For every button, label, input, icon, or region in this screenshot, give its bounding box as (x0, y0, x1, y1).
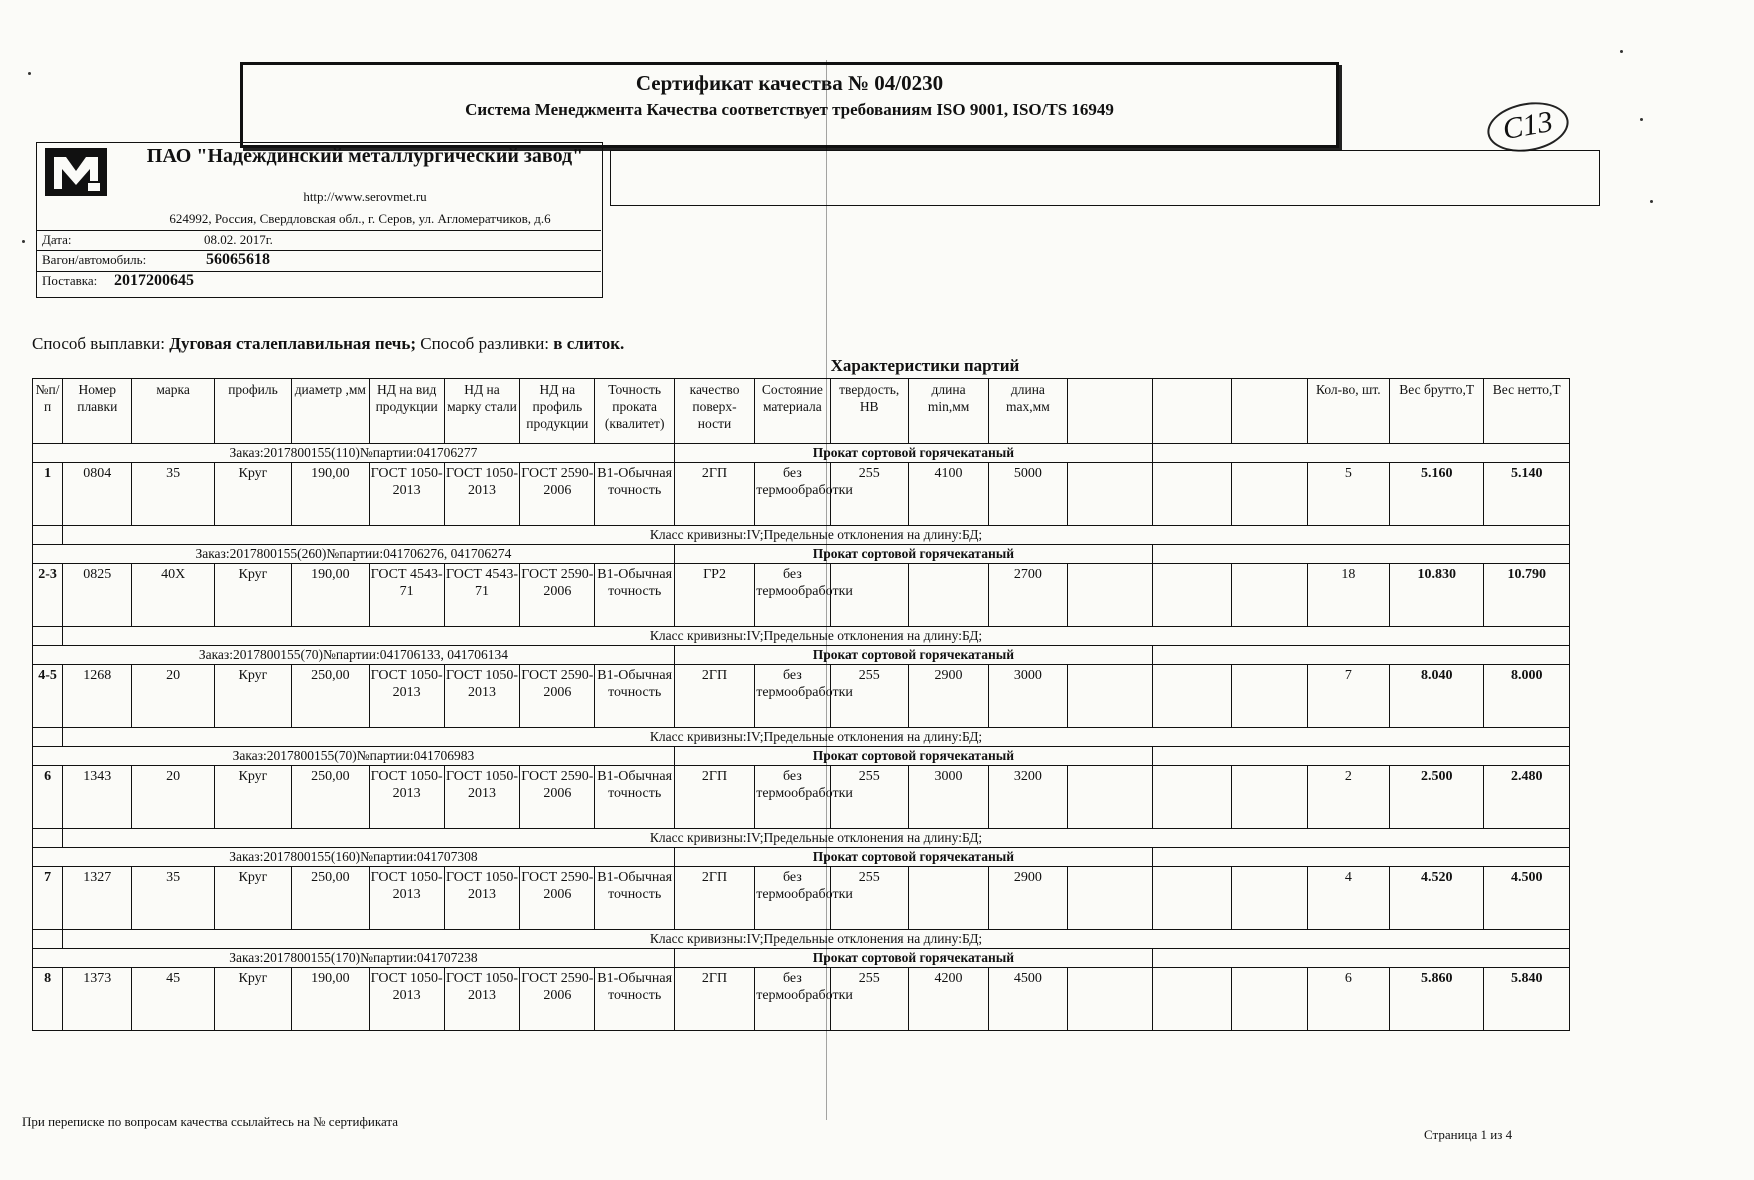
lot-len-max-cell: 2900 (989, 867, 1067, 930)
lot-heat-cell: 1373 (63, 968, 132, 1031)
lot-hardness-cell: 255 (830, 463, 908, 526)
lot-grade-cell: 40Х (132, 564, 214, 627)
product-name: Прокат сортовой горячекатаный (674, 444, 1152, 463)
lot-surface-cell: 2ГП (674, 867, 754, 930)
empty-cell (1152, 463, 1231, 526)
header-cell (1152, 379, 1231, 444)
lot-net-cell: 2.480 (1484, 766, 1570, 829)
company-name: ПАО "Надеждинский металлургический завод" (146, 145, 584, 167)
lot-profile-cell: Круг (214, 867, 291, 930)
lot-nd-product-cell: ГОСТ 1050-2013 (369, 867, 444, 930)
lot-nd-product-cell: ГОСТ 1050-2013 (369, 463, 444, 526)
order-empty-cell (1152, 646, 1569, 665)
lot-no-cell: 6 (33, 766, 63, 829)
lot-len-min-cell: 4100 (908, 463, 988, 526)
class-empty-cell (33, 627, 63, 646)
lot-accuracy-cell: В1-Обычная точность (595, 766, 674, 829)
lot-len-max-cell: 3200 (989, 766, 1067, 829)
header-cell: Номер плавки (63, 379, 132, 444)
lot-no-cell: 7 (33, 867, 63, 930)
lot-len-max-cell: 5000 (989, 463, 1067, 526)
lot-accuracy-cell: В1-Обычная точность (595, 665, 674, 728)
lot-row (33, 463, 1570, 526)
table-title: Характеристики партий (830, 356, 1020, 375)
lot-net-cell: 8.000 (1484, 665, 1570, 728)
lot-nd-profile-cell: ГОСТ 2590-2006 (520, 867, 595, 930)
lot-hardness-cell: 255 (830, 766, 908, 829)
header-cell: длина min,мм (908, 379, 988, 444)
lot-hardness-cell: 255 (830, 665, 908, 728)
lot-gross-cell: 8.040 (1390, 665, 1484, 728)
lot-qty-cell: 5 (1307, 463, 1389, 526)
scan-speck (1650, 200, 1653, 203)
lot-net-cell: 10.790 (1484, 564, 1570, 627)
lot-accuracy-cell: В1-Обычная точность (595, 968, 674, 1031)
lot-surface-cell: 2ГП (674, 665, 754, 728)
lot-row (33, 867, 1570, 930)
lot-nd-grade-cell: ГОСТ 1050-2013 (444, 968, 519, 1031)
header-cell: твердость, НВ (830, 379, 908, 444)
lot-net-cell: 5.140 (1484, 463, 1570, 526)
order-empty-cell (1152, 545, 1569, 564)
lot-gross-cell: 2.500 (1390, 766, 1484, 829)
lot-state-cell: без термообработки (755, 766, 830, 829)
product-name: Прокат сортовой горячекатаный (674, 848, 1152, 867)
class-empty-cell (33, 526, 63, 545)
class-empty-cell (33, 728, 63, 747)
scan-speck (1640, 118, 1643, 121)
lot-row (33, 665, 1570, 728)
lot-gross-cell: 10.830 (1390, 564, 1484, 627)
empty-cell (1232, 766, 1307, 829)
order-row (33, 646, 1570, 665)
empty-cell (1152, 867, 1231, 930)
order-empty-cell (1152, 747, 1569, 766)
product-name: Прокат сортовой горячекатаный (674, 646, 1152, 665)
product-name: Прокат сортовой горячекатаный (674, 747, 1152, 766)
order-empty-cell (1152, 949, 1569, 968)
empty-cell (1152, 766, 1231, 829)
class-info: Класс кривизны:IV;Предельные отклонения на длину:БД; (63, 627, 1570, 646)
order-info: Заказ:2017800155(110)№партии:041706277 (33, 444, 675, 463)
header-cell: Кол-во, шт. (1307, 379, 1389, 444)
lot-nd-profile-cell: ГОСТ 2590-2006 (520, 766, 595, 829)
class-empty-cell (33, 930, 63, 949)
wagon-label: Вагон/автомобиль: (42, 252, 147, 267)
order-empty-cell (1152, 848, 1569, 867)
lot-heat-cell: 1268 (63, 665, 132, 728)
header-cell: Вес нетто,Т (1484, 379, 1570, 444)
lot-diameter-cell: 250,00 (292, 867, 369, 930)
class-info: Класс кривизны:IV;Предельные отклонения на длину:БД; (63, 829, 1570, 848)
lot-net-cell: 4.500 (1484, 867, 1570, 930)
date-value: 08.02. 2017г. (204, 232, 273, 247)
delivery-value: 2017200645 (114, 272, 194, 289)
lot-no-cell: 4-5 (33, 665, 63, 728)
lot-len-min-cell: 3000 (908, 766, 988, 829)
header-cell (1067, 379, 1152, 444)
lot-qty-cell: 18 (1307, 564, 1389, 627)
lot-nd-product-cell: ГОСТ 1050-2013 (369, 665, 444, 728)
certificate-title: Сертификат качества № 04/0230 (635, 71, 944, 95)
lot-profile-cell: Круг (214, 463, 291, 526)
lot-grade-cell: 20 (132, 766, 214, 829)
scan-speck (28, 72, 31, 75)
empty-cell (1152, 968, 1231, 1031)
lot-state-cell: без термообработки (755, 665, 830, 728)
lot-no-cell: 2-3 (33, 564, 63, 627)
class-row (33, 930, 1570, 949)
lot-no-cell: 1 (33, 463, 63, 526)
casting-value: в слиток. (553, 334, 625, 353)
footer-note: При переписке по вопросам качества ссылайтесь на № сертификата (22, 1114, 398, 1129)
lot-surface-cell: 2ГП (674, 766, 754, 829)
lot-state-cell: без термообработки (755, 968, 830, 1031)
lot-len-min-cell (908, 867, 988, 930)
lot-accuracy-cell: В1-Обычная точность (595, 564, 674, 627)
lot-surface-cell: 2ГП (674, 463, 754, 526)
header-cell: качество поверх-ности (674, 379, 754, 444)
class-info: Класс кривизны:IV;Предельные отклонения на длину:БД; (63, 728, 1570, 747)
order-row (33, 949, 1570, 968)
lot-state-cell: без термообработки (755, 463, 830, 526)
lot-state-cell: без термообработки (755, 564, 830, 627)
header-cell: Вес брутто,Т (1390, 379, 1484, 444)
lot-accuracy-cell: В1-Обычная точность (595, 463, 674, 526)
header-cell: Точность проката (квалитет) (595, 379, 674, 444)
lot-qty-cell: 6 (1307, 968, 1389, 1031)
header-cell: Состояние материала (755, 379, 830, 444)
order-info: Заказ:2017800155(160)№партии:041707308 (33, 848, 675, 867)
order-row (33, 545, 1570, 564)
order-row (33, 848, 1570, 867)
lot-diameter-cell: 190,00 (292, 564, 369, 627)
header-cell: длина max,мм (989, 379, 1067, 444)
lot-qty-cell: 2 (1307, 766, 1389, 829)
table-header-row (33, 379, 1570, 444)
order-row (33, 747, 1570, 766)
empty-cell (1067, 867, 1152, 930)
company-address: 624992, Россия, Свердловская обл., г. Серов, ул. Агломератчиков, д.6 (169, 211, 551, 226)
empty-cell (1067, 665, 1152, 728)
empty-cell (1232, 867, 1307, 930)
order-info: Заказ:2017800155(70)№партии:041706133, 041706134 (33, 646, 675, 665)
lot-diameter-cell: 190,00 (292, 463, 369, 526)
lot-heat-cell: 0825 (63, 564, 132, 627)
lot-net-cell: 5.840 (1484, 968, 1570, 1031)
order-info: Заказ:2017800155(170)№партии:041707238 (33, 949, 675, 968)
lot-diameter-cell: 250,00 (292, 766, 369, 829)
date-row (36, 230, 601, 249)
empty-recipient-box (610, 150, 1600, 206)
certificate-title-box (240, 62, 1339, 148)
lot-profile-cell: Круг (214, 665, 291, 728)
lot-len-min-cell (908, 564, 988, 627)
lot-qty-cell: 4 (1307, 867, 1389, 930)
header-cell: №п/п (33, 379, 63, 444)
smelting-label: Способ выплавки: (32, 334, 165, 353)
smelting-method (32, 334, 624, 354)
class-empty-cell (33, 829, 63, 848)
lot-nd-grade-cell: ГОСТ 1050-2013 (444, 867, 519, 930)
wagon-value: 56065618 (206, 251, 270, 268)
lot-profile-cell: Круг (214, 968, 291, 1031)
lot-hardness-cell: 255 (830, 867, 908, 930)
empty-cell (1067, 463, 1152, 526)
lot-diameter-cell: 250,00 (292, 665, 369, 728)
certificate-subtitle: Система Менеджмента Качества соответствует требованиям ISO 9001, ISO/TS 16949 (465, 100, 1114, 119)
empty-cell (1232, 968, 1307, 1031)
lot-nd-product-cell: ГОСТ 1050-2013 (369, 766, 444, 829)
scan-speck (1620, 50, 1623, 53)
header-cell: марка (132, 379, 214, 444)
lot-gross-cell: 5.860 (1390, 968, 1484, 1031)
casting-label: Способ разливки: (420, 334, 550, 353)
lot-len-max-cell: 4500 (989, 968, 1067, 1031)
delivery-label: Поставка: (42, 273, 98, 288)
lot-nd-grade-cell: ГОСТ 1050-2013 (444, 463, 519, 526)
lot-grade-cell: 20 (132, 665, 214, 728)
lot-nd-grade-cell: ГОСТ 4543-71 (444, 564, 519, 627)
lots-table (32, 378, 1570, 1031)
lot-gross-cell: 5.160 (1390, 463, 1484, 526)
product-name: Прокат сортовой горячекатаный (674, 949, 1152, 968)
class-info: Класс кривизны:IV;Предельные отклонения на длину:БД; (63, 526, 1570, 545)
lot-no-cell: 8 (33, 968, 63, 1031)
scan-speck (22, 240, 25, 243)
wagon-row (36, 250, 601, 269)
lot-len-max-cell: 3000 (989, 665, 1067, 728)
lot-profile-cell: Круг (214, 564, 291, 627)
lot-nd-profile-cell: ГОСТ 2590-2006 (520, 463, 595, 526)
lot-state-cell: без термообработки (755, 867, 830, 930)
lot-nd-profile-cell: ГОСТ 2590-2006 (520, 665, 595, 728)
product-name: Прокат сортовой горячекатаный (674, 545, 1152, 564)
delivery-row (36, 271, 601, 290)
lot-nd-grade-cell: ГОСТ 1050-2013 (444, 665, 519, 728)
order-info: Заказ:2017800155(70)№партии:041706983 (33, 747, 675, 766)
lot-profile-cell: Круг (214, 766, 291, 829)
lot-heat-cell: 1327 (63, 867, 132, 930)
lot-grade-cell: 45 (132, 968, 214, 1031)
lot-row (33, 968, 1570, 1031)
lot-surface-cell: ГР2 (674, 564, 754, 627)
smelting-value: Дуговая сталеплавильная печь; (169, 334, 417, 353)
empty-cell (1232, 463, 1307, 526)
class-row (33, 728, 1570, 747)
lot-nd-profile-cell: ГОСТ 2590-2006 (520, 564, 595, 627)
lot-heat-cell: 1343 (63, 766, 132, 829)
lot-row (33, 766, 1570, 829)
company-logo-icon (44, 147, 108, 197)
lot-gross-cell: 4.520 (1390, 867, 1484, 930)
empty-cell (1152, 665, 1231, 728)
order-row (33, 444, 1570, 463)
empty-cell (1232, 665, 1307, 728)
header-cell: НД на вид продукции (369, 379, 444, 444)
scan-fold-line (826, 60, 827, 1120)
class-row (33, 829, 1570, 848)
empty-cell (1067, 564, 1152, 627)
company-url: http://www.serovmet.ru (303, 189, 427, 204)
lot-diameter-cell: 190,00 (292, 968, 369, 1031)
lot-len-min-cell: 2900 (908, 665, 988, 728)
header-cell: НД на профиль продукции (520, 379, 595, 444)
header-cell: диаметр ,мм (292, 379, 369, 444)
header-cell: НД на марку стали (444, 379, 519, 444)
order-info: Заказ:2017800155(260)№партии:041706276, 041706274 (33, 545, 675, 564)
empty-cell (1232, 564, 1307, 627)
lot-surface-cell: 2ГП (674, 968, 754, 1031)
lot-len-min-cell: 4200 (908, 968, 988, 1031)
lot-hardness-cell: 255 (830, 968, 908, 1031)
lot-nd-product-cell: ГОСТ 1050-2013 (369, 968, 444, 1031)
class-row (33, 627, 1570, 646)
header-cell (1232, 379, 1307, 444)
lot-len-max-cell: 2700 (989, 564, 1067, 627)
lot-accuracy-cell: В1-Обычная точность (595, 867, 674, 930)
empty-cell (1152, 564, 1231, 627)
class-row (33, 526, 1570, 545)
date-label: Дата: (42, 232, 72, 247)
handwritten-stamp: С13 (1483, 96, 1572, 158)
class-info: Класс кривизны:IV;Предельные отклонения на длину:БД; (63, 930, 1570, 949)
lot-grade-cell: 35 (132, 867, 214, 930)
empty-cell (1067, 968, 1152, 1031)
lot-grade-cell: 35 (132, 463, 214, 526)
header-cell: профиль (214, 379, 291, 444)
lot-qty-cell: 7 (1307, 665, 1389, 728)
lot-row (33, 564, 1570, 627)
lot-heat-cell: 0804 (63, 463, 132, 526)
lot-nd-profile-cell: ГОСТ 2590-2006 (520, 968, 595, 1031)
empty-cell (1067, 766, 1152, 829)
lot-nd-product-cell: ГОСТ 4543-71 (369, 564, 444, 627)
lot-nd-grade-cell: ГОСТ 1050-2013 (444, 766, 519, 829)
order-empty-cell (1152, 444, 1569, 463)
page-number: Страница 1 из 4 (1424, 1127, 1513, 1142)
